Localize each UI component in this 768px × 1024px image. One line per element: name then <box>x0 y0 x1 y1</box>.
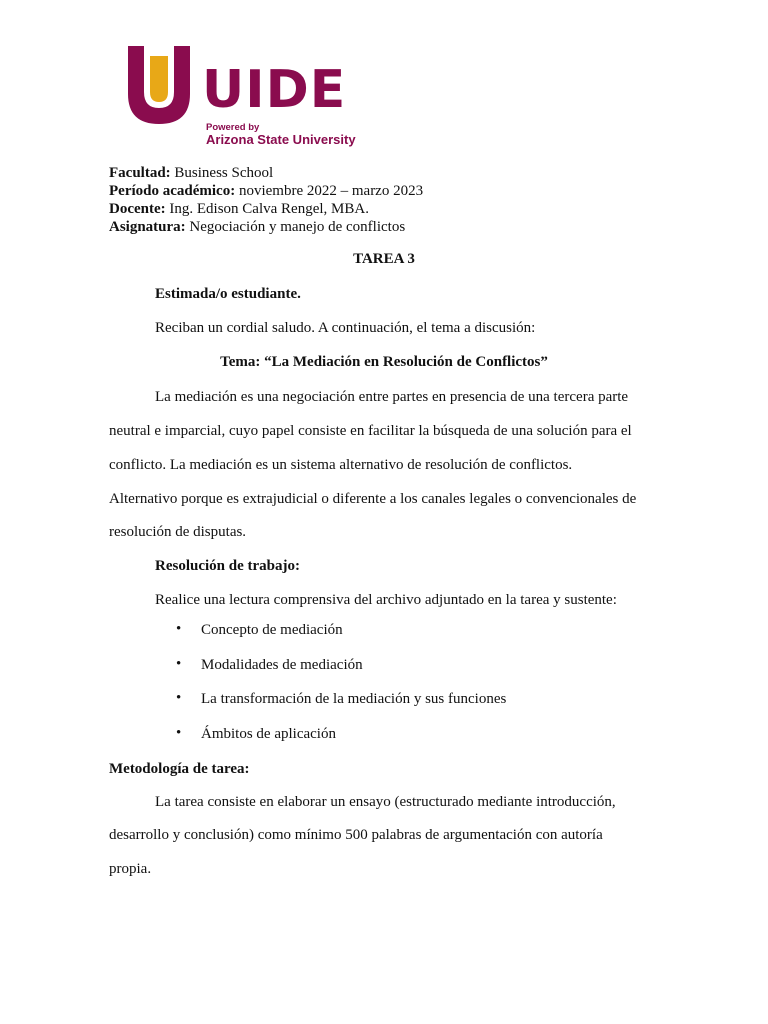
resolution-heading: Resolución de trabajo: <box>155 558 300 574</box>
bullet-icon: • <box>176 621 182 637</box>
para-line: Alternativo porque es extrajudicial o diferente a los canales legales o convencionales de <box>109 491 637 507</box>
periodo-value: noviembre 2022 – marzo 2023 <box>235 183 424 199</box>
method-line: propia. <box>109 861 152 877</box>
intro-text: Reciban un cordial saludo. A continuación, el tema a discusión: <box>155 320 536 336</box>
logo-university: Arizona State University <box>206 132 356 147</box>
resolution-intro: Realice una lectura comprensiva del archivo adjuntado en la tarea y sustente: <box>155 592 617 608</box>
docente-value: Ing. Edison Calva Rengel, MBA. <box>165 201 369 217</box>
facultad-label: Facultad: <box>109 165 171 181</box>
periodo-label: Período académico: <box>109 183 236 199</box>
greeting: Estimada/o estudiante. <box>155 286 301 302</box>
method-line: desarrollo y conclusión) como mínimo 500 palabras de argumentación con autoría <box>109 827 603 843</box>
docente-label: Docente: <box>109 201 166 217</box>
uide-logo-mark-icon <box>126 44 192 126</box>
info-periodo <box>109 182 423 200</box>
info-facultad <box>109 164 423 182</box>
para-line: neutral e imparcial, cuyo papel consiste en facilitar la búsqueda de una solución para el <box>109 423 632 439</box>
facultad-value: Business School <box>170 165 274 181</box>
method-heading: Metodología de tarea: <box>109 761 250 777</box>
list-item-text: La transformación de la mediación y sus funciones <box>201 691 507 707</box>
list-item-text: Modalidades de mediación <box>201 657 363 673</box>
uide-logo <box>126 44 366 148</box>
asignatura-label: Asignatura: <box>109 219 186 235</box>
document-title: TAREA 3 <box>353 251 415 267</box>
bullet-icon: • <box>176 725 182 741</box>
info-docente <box>109 200 423 218</box>
bullet-icon: • <box>176 690 182 706</box>
asignatura-value: Negociación y manejo de conflictos <box>185 219 406 235</box>
list-item-text: Concepto de mediación <box>201 622 343 638</box>
method-line: La tarea consiste en elaborar un ensayo (estructurado mediante introducción, <box>155 794 616 810</box>
list-item-text: Ámbitos de aplicación <box>201 726 336 742</box>
para-line: conflicto. La mediación es un sistema alternativo de resolución de conflictos. <box>109 457 573 473</box>
topic-heading: Tema: “La Mediación en Resolución de Conflictos” <box>220 354 548 370</box>
logo-powered-by: Powered by <box>206 122 260 133</box>
info-asignatura <box>109 218 423 236</box>
para-line: resolución de disputas. <box>109 524 247 540</box>
bullet-icon: • <box>176 656 182 672</box>
logo-wordmark: UIDE <box>202 60 347 120</box>
course-info <box>109 164 423 236</box>
para-line: La mediación es una negociación entre partes en presencia de una tercera parte <box>155 389 629 405</box>
